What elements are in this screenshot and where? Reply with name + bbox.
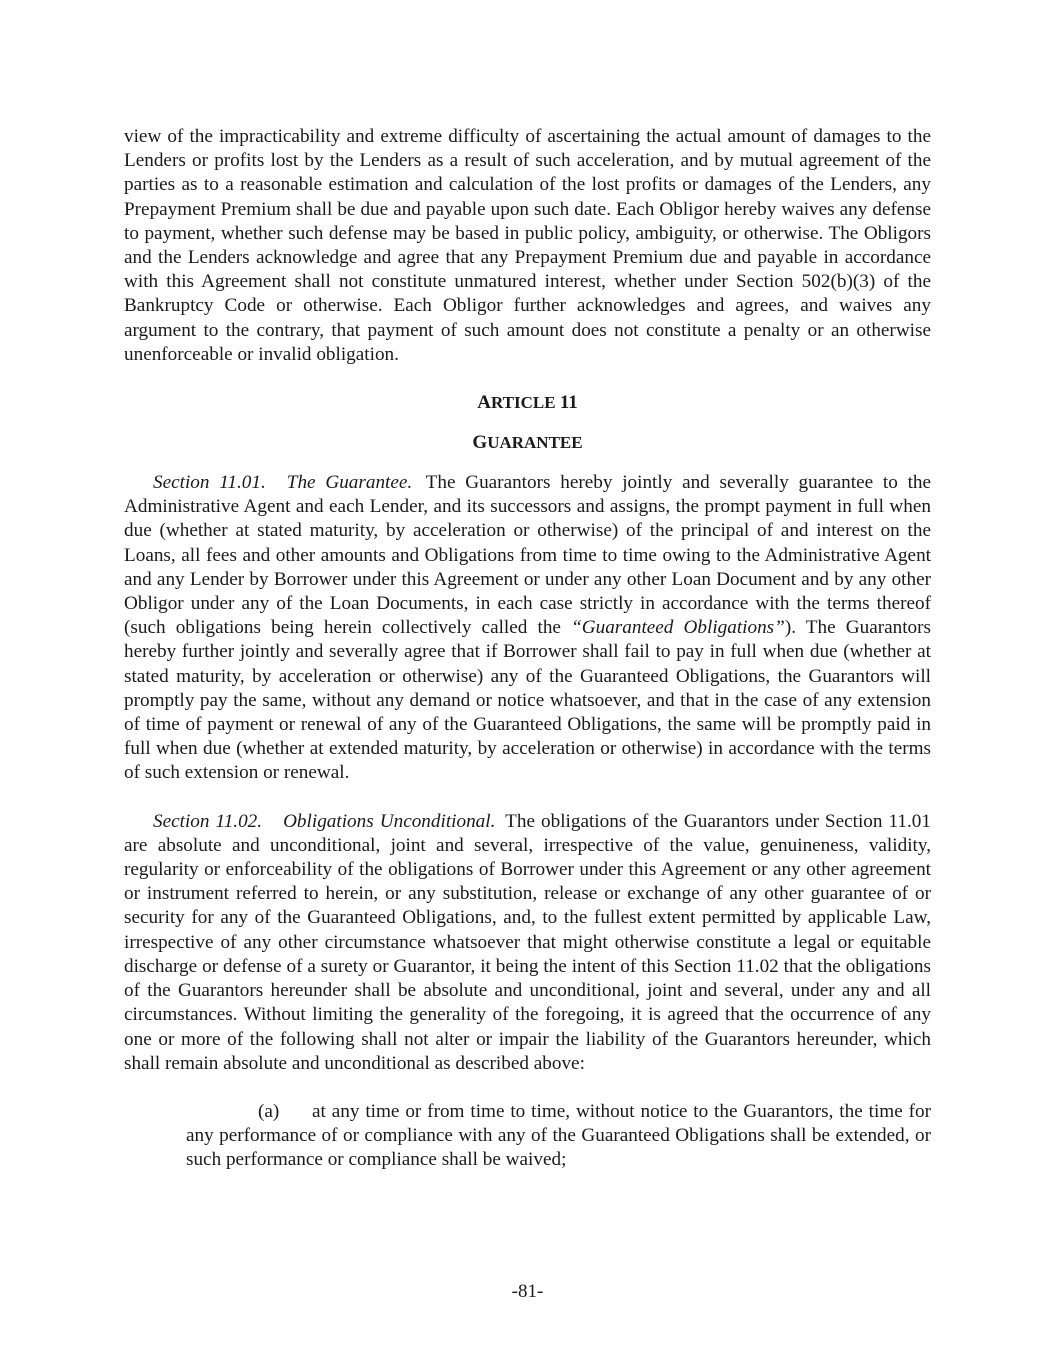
section-number: Section 11.02. <box>153 810 263 832</box>
article-heading <box>124 391 931 415</box>
article-heading-initial: A <box>477 392 491 414</box>
clause-label: (a) <box>258 1100 280 1122</box>
article-title-rest: UARANTEE <box>487 433 583 453</box>
article-heading-rest: RTICLE <box>490 393 556 413</box>
clause-text: at any time or from time to time, without notice to the Guarantors, the time for any performance of or compliance with any of the Guaranteed Obligations shall be extended, or such performance or compliance shall be waived; <box>186 1100 931 1171</box>
section-title: The Guarantee. <box>286 472 413 494</box>
section-text: The obligations of the Guarantors under Section 11.01 are absolute and unconditional, joint and several, irrespective of the value, genuineness, validity, regularity or enforceability of the obligations of Borrower under this Agreement or any other agreement or instrument referred to herein, or any substitution, release or exchange of any other guarantee of or security for any of the Guaranteed Obligations, and, to the fullest extent permitted by applicable Law, irrespective of any other circumstance whatsoever that might otherwise constitute a legal or equitable discharge or defense of a surety or Guarantor, it being the intent of this Section 11.02 that the obligations of the Guarantors hereunder shall be absolute and unconditional, joint and several, under any and all circumstances. Without limiting the generality of the foregoing, it is agreed that the occurrence of any one or more of the following shall not alter or impair the liability of the Guarantors hereunder, which shall remain absolute and unconditional as described above: <box>124 810 931 1074</box>
section-title: Obligations Unconditional. <box>283 810 496 832</box>
page-number: -81- <box>511 1281 544 1302</box>
section-text-continued: ). The Guarantors hereby further jointly and severally agree that if Borrower shall fail to pay in full when due (whether at stated maturity, by acceleration or otherwise) any of the Guaranteed Obligations, the Guarantors will promptly pay the same, without any demand or notice whatsoever, and that in the case of any extension of time of payment or renewal of any of the Guaranteed Obligations, the same will be promptly paid in full when due (whether at extended maturity, by acceleration or otherwise) in accordance with the terms of such extension or renewal. <box>124 617 932 784</box>
article-title-initial: G <box>472 432 488 454</box>
document-page <box>124 125 931 1173</box>
section-11-01 <box>124 471 931 786</box>
intro-paragraph: view of the impracticability and extreme difficulty of ascertaining the actual amount of damages to the Lenders or profits lost by the Lenders as a result of such acceleration, and by mutual agreement of the parties as to a reasonable estimation and calculation of the lost profits or damages of the Lenders, any Prepayment Premium shall be due and payable upon such date. Each Obligor hereby waives any defense to payment, whether such defense may be based in public policy, ambiguity, or otherwise. The Obligors and the Lenders acknowledge and agree that any Prepayment Premium due and payable in accordance with this Agreement shall not constitute unmatured interest, whether under Section 502(b)(3) of the Bankruptcy Code or otherwise. Each Obligor further acknowledges and agrees, and waives any argument to the contrary, that payment of such amount does not constitute a penalty or an otherwise unenforceable or invalid obligation. <box>124 126 931 365</box>
section-11-02 <box>124 810 931 1076</box>
defined-term: “Guaranteed Obligations” <box>571 617 785 639</box>
article-title <box>124 431 931 455</box>
section-text: The Guarantors hereby jointly and severally guarantee to the Administrative Agent and each Lender, and its successors and assigns, the prompt payment in full when due (whether at stated maturity, by acceleration or otherwise) of the principal of and interest on the Loans, all fees and other amounts and Obligations from time to time owing to the Administrative Agent and any Lender by Borrower under this Agreement or under any other Loan Document and by any other Obligor under any of the Loan Documents, in each case strictly in accordance with the terms thereof (such obligations being herein collectively called the <box>124 472 932 639</box>
section-number: Section 11.01. <box>153 472 266 494</box>
clause-a <box>186 1100 931 1173</box>
article-number: 11 <box>559 392 578 414</box>
